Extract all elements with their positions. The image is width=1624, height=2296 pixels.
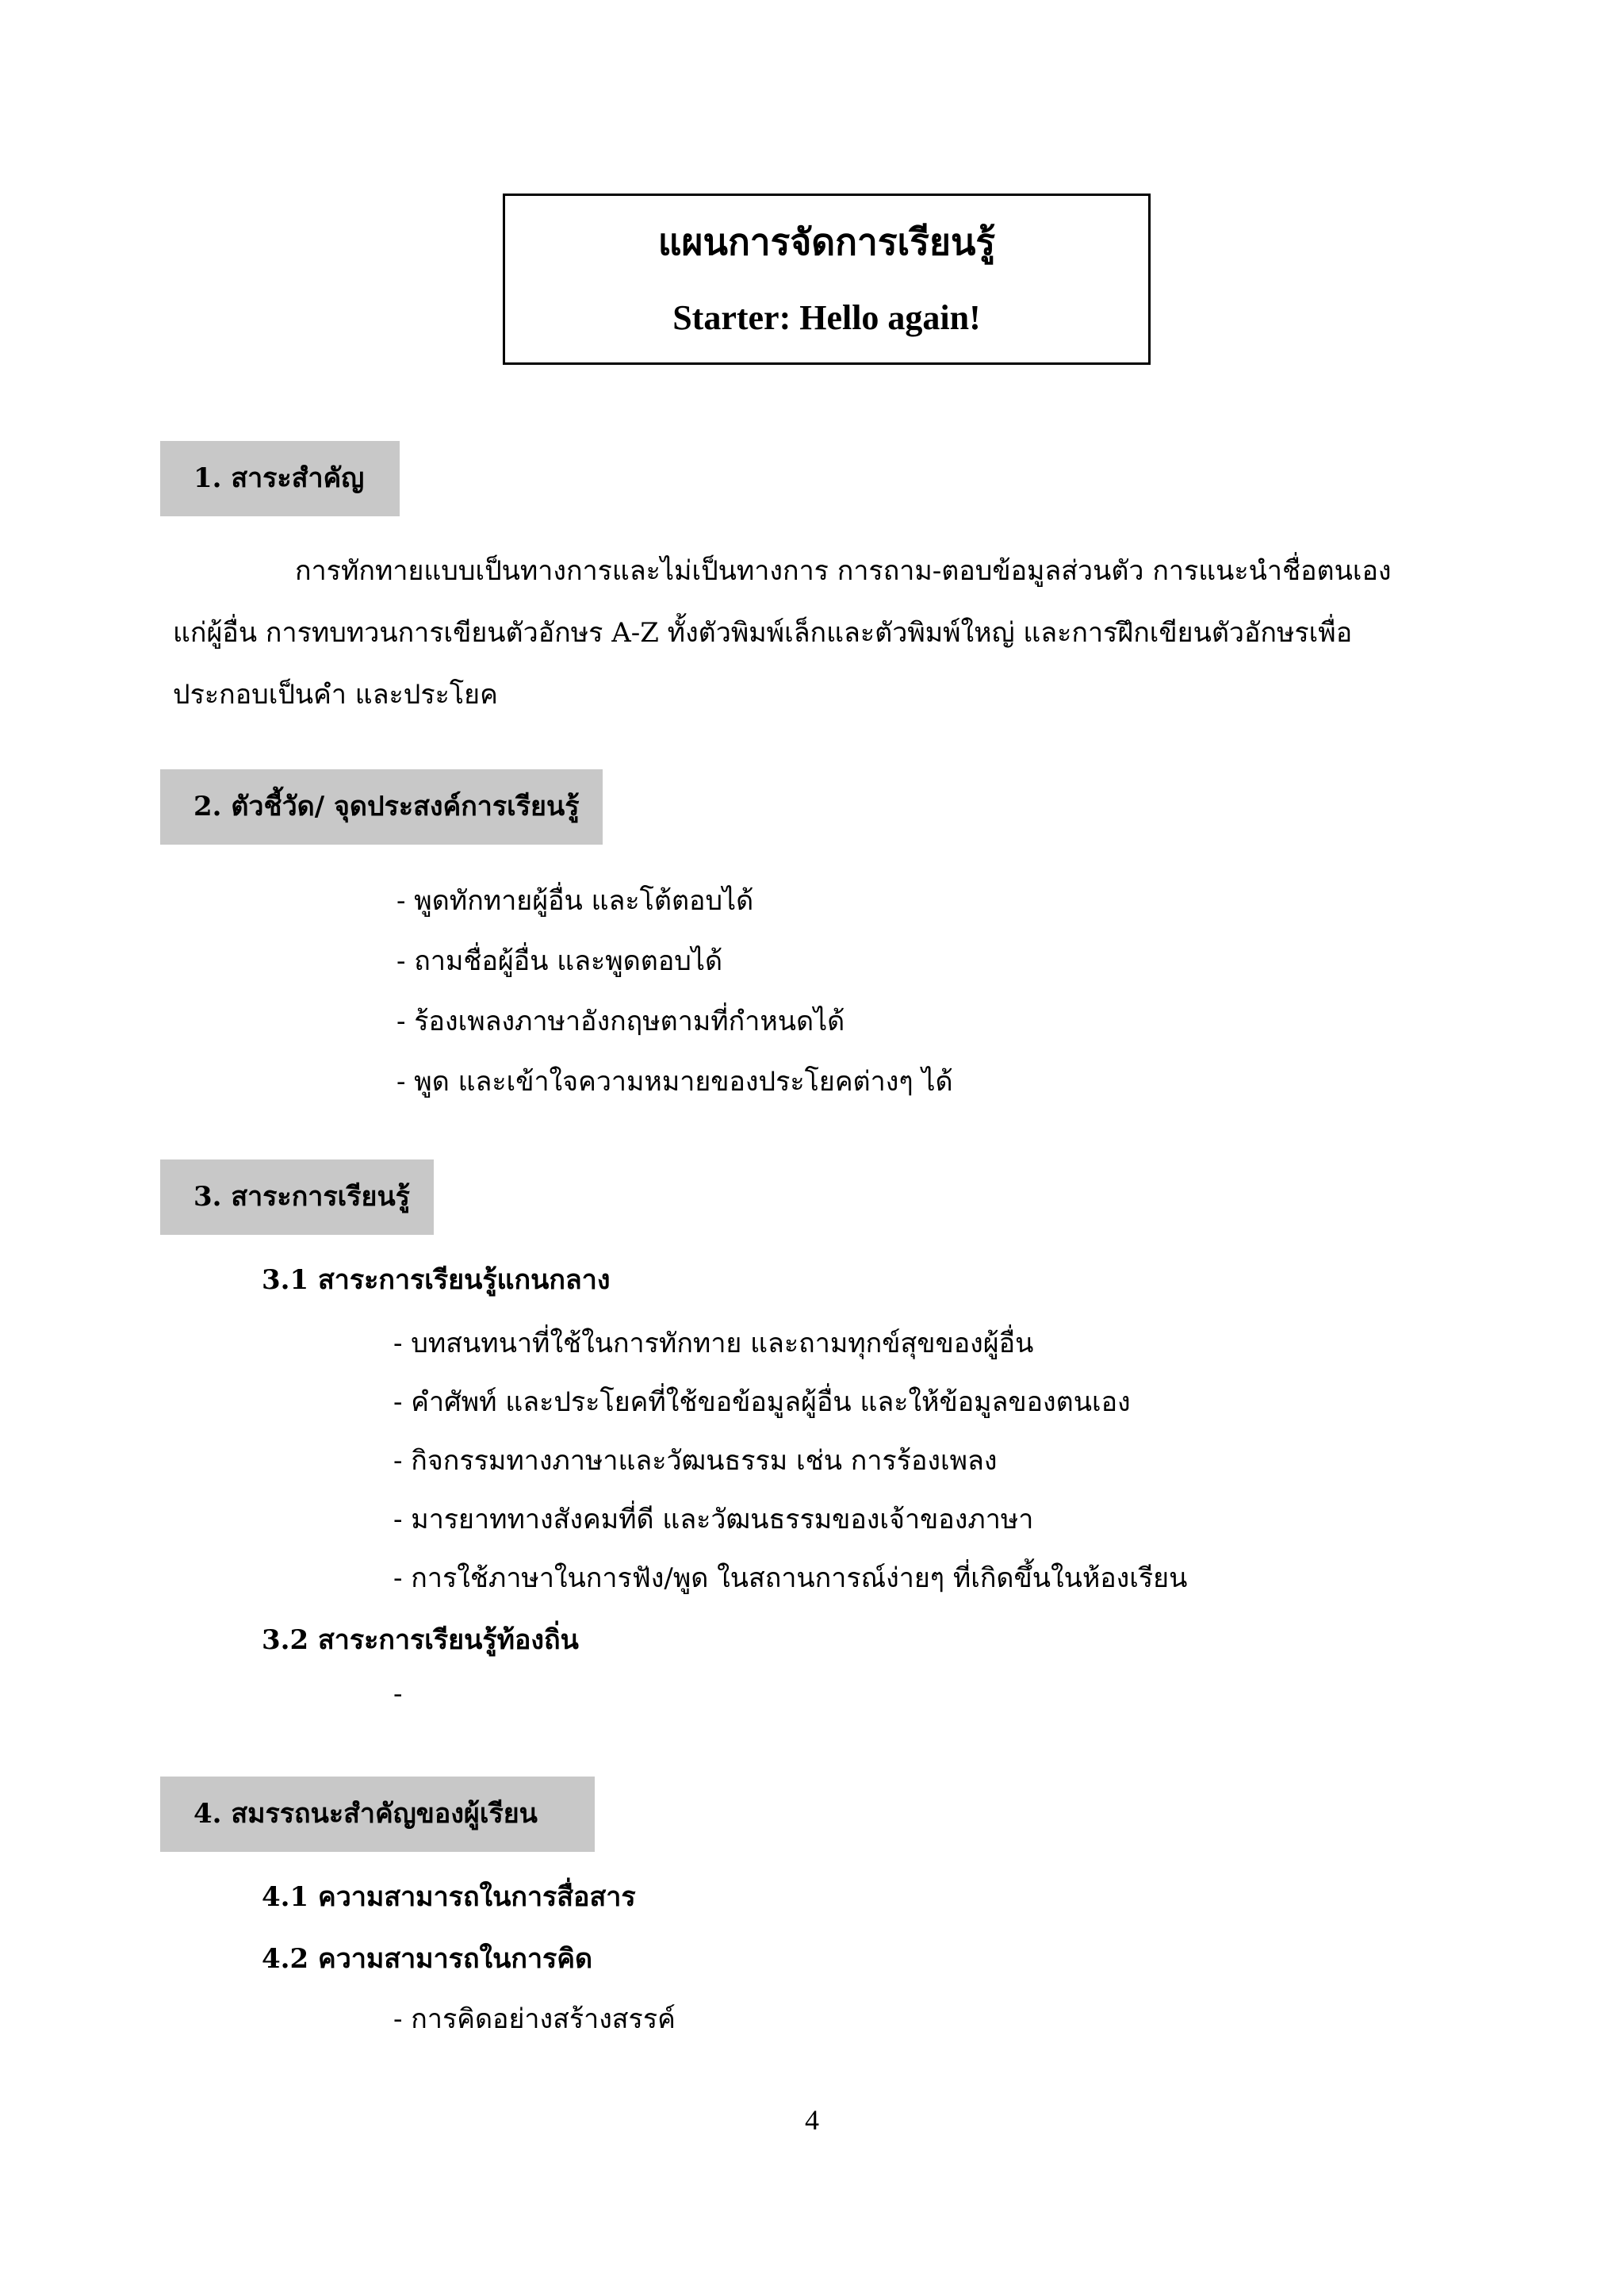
competency-item: - การคิดอย่างสร้างสรรค์: [393, 2003, 676, 2035]
content-item: - บทสนทนาที่ใช้ในการทักทาย และถามทุกข์สุขของผู้อื่น: [393, 1328, 1034, 1359]
section-2-heading: 2. ตัวชี้วัด/ จุดประสงค์การเรียนรู้: [160, 769, 603, 845]
objective-item: - ร้องเพลงภาษาอังกฤษตามที่กำหนดได้: [396, 1006, 845, 1037]
section-4-heading: 4. สมรรถนะสำคัญของผู้เรียน: [160, 1777, 595, 1852]
document-title: แผนการจัดการเรียนรู้: [657, 220, 996, 263]
content-item: - มารยาททางสังคมที่ดี และวัฒนธรรมของเจ้าของภาษา: [393, 1504, 1034, 1535]
content-item: - การใช้ภาษาในการฟัง/พูด ในสถานการณ์ง่ายๆ ที่เกิดขึ้นในห้องเรียน: [393, 1562, 1188, 1594]
subsection-3-1-title: 3.1 สาระการเรียนรู้แกนกลาง: [262, 1264, 611, 1296]
section-1-paragraph-line-1: การทักทายแบบเป็นทางการและไม่เป็นทางการ การถาม-ตอบข้อมูลส่วนตัว การแนะนำชื่อตนเอง: [295, 555, 1392, 587]
section-3-heading: 3. สาระการเรียนรู้: [160, 1159, 434, 1235]
content-item: - คำศัพท์ และประโยคที่ใช้ขอข้อมูลผู้อื่น และให้ข้อมูลของตนเอง: [393, 1386, 1131, 1418]
title-box: [503, 194, 1151, 365]
section-1-paragraph-line-3: ประกอบเป็นคำ และประโยค: [173, 679, 498, 711]
content-item: -: [393, 1678, 403, 1710]
objective-item: - พูด และเข้าใจความหมายของประโยคต่างๆ ได้: [396, 1066, 953, 1098]
subsection-4-2-title: 4.2 ความสามารถในการคิด: [262, 1943, 593, 1975]
subsection-3-2-title: 3.2 สาระการเรียนรู้ท้องถิ่น: [262, 1624, 579, 1656]
page-number: 4: [805, 2104, 819, 2136]
objective-item: - พูดทักทายผู้อื่น และโต้ตอบได้: [396, 885, 754, 917]
section-1-paragraph-line-2: แก่ผู้อื่น การทบทวนการเขียนตัวอักษร A-Z ทั้งตัวพิมพ์เล็กและตัวพิมพ์ใหญ่ และการฝึกเขียนตัวอักษรเพื่อ: [173, 617, 1353, 649]
content-item: - กิจกรรมทางภาษาและวัฒนธรรม เช่น การร้องเพลง: [393, 1445, 998, 1477]
document-subtitle: Starter: Hello again!: [672, 298, 981, 337]
subsection-4-1-title: 4.1 ความสามารถในการสื่อสาร: [262, 1881, 636, 1913]
section-1-heading: 1. สาระสำคัญ: [160, 441, 400, 516]
objective-item: - ถามชื่อผู้อื่น และพูดตอบได้: [396, 945, 723, 977]
